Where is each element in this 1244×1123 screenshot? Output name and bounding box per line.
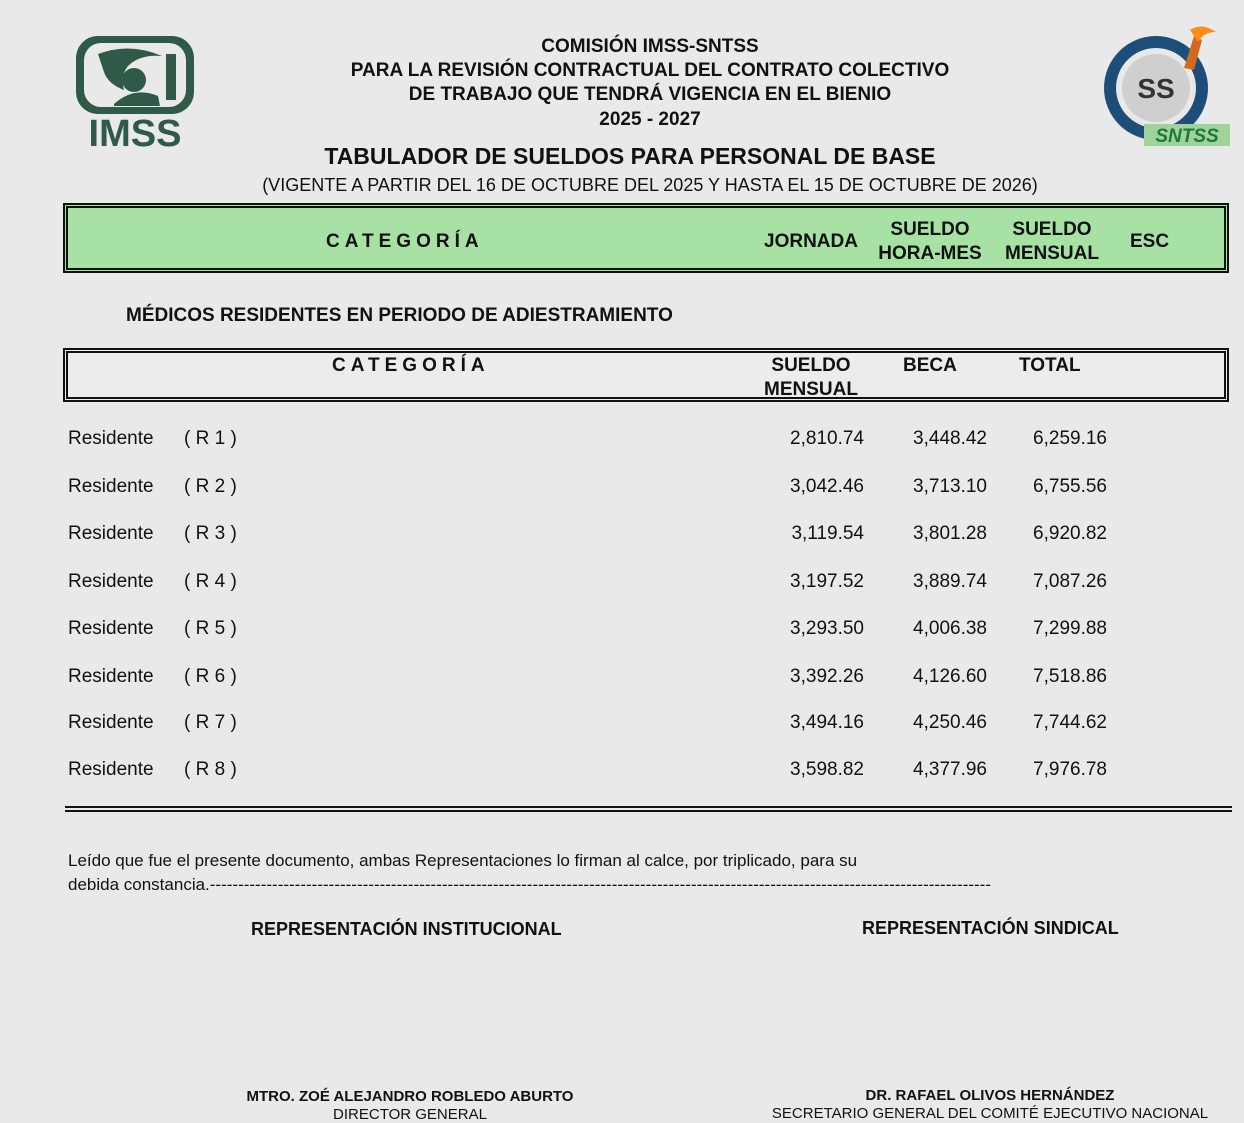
- sntss-logo: [1098, 26, 1232, 152]
- row-label: Residente: [68, 759, 154, 780]
- left-signatory-title: DIRECTOR GENERAL: [333, 1106, 487, 1123]
- header-line-1: COMISIÓN IMSS-SNTSS: [541, 36, 759, 57]
- subheader-beca: BECA: [903, 355, 957, 376]
- closing-line-2: debida constancia.------------------------------------------------------------------------------------------------------------------------------------------: [68, 875, 992, 894]
- row-label: Residente: [68, 571, 154, 592]
- header-sueldo-hora-mes-line1: SUELDO: [890, 219, 970, 240]
- header-categoria: CATEGORÍA: [326, 231, 484, 252]
- row-code: ( R 7 ): [184, 712, 237, 733]
- row-beca: 4,377.96: [913, 759, 987, 780]
- table-bottom-rule: [65, 806, 1232, 812]
- header-sueldo-hora-mes: [876, 218, 984, 266]
- svg-text:SNTSS: SNTSS: [1155, 126, 1219, 147]
- header-sueldo-mensual: [1000, 218, 1104, 266]
- row-total: 7,976.78: [1033, 759, 1107, 780]
- row-code: ( R 3 ): [184, 523, 237, 544]
- row-beca: 4,250.46: [913, 712, 987, 733]
- row-code: ( R 5 ): [184, 618, 237, 639]
- subheader-total: TOTAL: [1019, 355, 1081, 376]
- imss-logo: [70, 34, 200, 154]
- sntss-emblem-icon: [1098, 26, 1232, 152]
- row-sueldo: 3,494.16: [790, 712, 864, 733]
- row-total: 6,259.16: [1033, 428, 1107, 449]
- row-label: Residente: [68, 428, 154, 449]
- row-code: ( R 1 ): [184, 428, 237, 449]
- document-title: TABULADOR DE SUELDOS PARA PERSONAL DE BASE: [324, 143, 936, 169]
- row-sueldo: 2,810.74: [790, 428, 864, 449]
- row-sueldo: 3,042.46: [790, 476, 864, 497]
- subheader-sueldo-mensual: [756, 354, 866, 402]
- svg-text:SS: SS: [1137, 73, 1175, 104]
- row-sueldo: 3,293.50: [790, 618, 864, 639]
- row-label: Residente: [68, 618, 154, 639]
- header-line-3: DE TRABAJO QUE TENDRÁ VIGENCIA EN EL BIENIO: [408, 84, 892, 105]
- header-esc: ESC: [1130, 231, 1170, 252]
- row-total: 7,518.86: [1033, 666, 1107, 687]
- section-title: MÉDICOS RESIDENTES EN PERIODO DE ADIESTRAMIENTO: [126, 305, 673, 326]
- row-code: ( R 6 ): [184, 666, 237, 687]
- row-total: 6,755.56: [1033, 476, 1107, 497]
- row-beca: 4,006.38: [913, 618, 987, 639]
- left-signatory-name: MTRO. ZOÉ ALEJANDRO ROBLEDO ABURTO: [246, 1088, 574, 1105]
- union-representation: REPRESENTACIÓN SINDICAL: [862, 918, 1119, 938]
- institutional-representation: REPRESENTACIÓN INSTITUCIONAL: [251, 919, 562, 939]
- row-total: 7,087.26: [1033, 571, 1107, 592]
- row-sueldo: 3,392.26: [790, 666, 864, 687]
- imss-emblem-icon: [70, 34, 200, 154]
- row-sueldo: 3,197.52: [790, 571, 864, 592]
- row-label: Residente: [68, 666, 154, 687]
- row-sueldo: 3,598.82: [790, 759, 864, 780]
- header-sueldo-hora-mes-line2: HORA-MES: [878, 243, 982, 264]
- row-sueldo: 3,119.54: [791, 523, 864, 544]
- row-total: 7,744.62: [1033, 712, 1107, 733]
- row-beca: 3,713.10: [913, 476, 987, 497]
- right-signatory-name: DR. RAFAEL OLIVOS HERNÁNDEZ: [865, 1087, 1115, 1104]
- row-total: 7,299.88: [1033, 618, 1107, 639]
- right-signatory-title: SECRETARIO GENERAL DEL COMITÉ EJECUTIVO NACIONAL: [771, 1105, 1209, 1122]
- main-table-header: [63, 203, 1229, 273]
- row-beca: 3,448.42: [913, 428, 987, 449]
- subheader-categoria: CATEGORÍA: [332, 355, 490, 376]
- row-total: 6,920.82: [1033, 523, 1107, 544]
- closing-text: [68, 849, 1168, 897]
- svg-text:IMSS: IMSS: [88, 113, 182, 154]
- row-beca: 3,889.74: [913, 571, 987, 592]
- closing-line-1: Leído que fue el presente documento, ambas Representaciones lo firman al calce, por triplicado, para su: [68, 851, 858, 870]
- subheader-sueldo-mensual-line1: SUELDO: [771, 355, 851, 376]
- row-code: ( R 4 ): [184, 571, 237, 592]
- row-code: ( R 8 ): [184, 759, 237, 780]
- subheader-sueldo-mensual-line2: MENSUAL: [764, 379, 858, 400]
- row-beca: 4,126.60: [913, 666, 987, 687]
- row-beca: 3,801.28: [913, 523, 987, 544]
- header-sueldo-mensual-line1: SUELDO: [1012, 219, 1092, 240]
- row-label: Residente: [68, 712, 154, 733]
- header-line-2: PARA LA REVISIÓN CONTRACTUAL DEL CONTRATO COLECTIVO: [350, 60, 950, 81]
- row-label: Residente: [68, 476, 154, 497]
- document-subtitle: (VIGENTE A PARTIR DEL 16 DE OCTUBRE DEL 2025 Y HASTA EL 15 DE OCTUBRE DE 2026): [262, 175, 1038, 195]
- header-jornada: JORNADA: [764, 231, 858, 252]
- row-code: ( R 2 ): [184, 476, 237, 497]
- header-line-4: 2025 - 2027: [599, 109, 701, 130]
- row-label: Residente: [68, 523, 154, 544]
- header-sueldo-mensual-line2: MENSUAL: [1005, 243, 1099, 264]
